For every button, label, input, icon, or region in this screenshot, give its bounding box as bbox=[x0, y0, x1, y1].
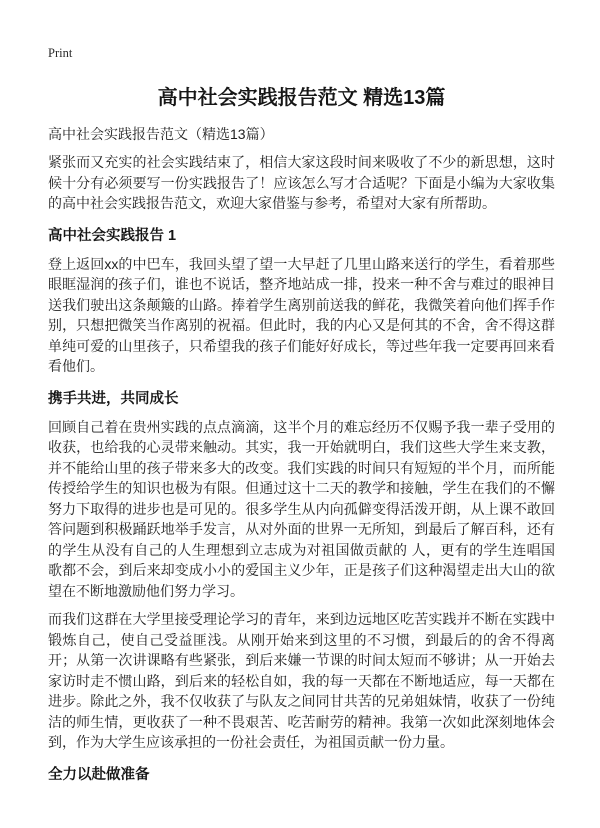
print-link[interactable]: Print bbox=[48, 46, 73, 60]
paragraph-college-youth: 而我们这群在大学里接受理论学习的青年，来到边远地区吃苦实践并不断在实践中锻炼自己，使自己受益匪浅。从刚开始来到这里的不习惯，到最后的的舍不得离开；从第一次讲课略有些紧张，到后来嫌一节课的时间太短而不够讲；从一开始去家访时走不惯山路，到后来的轻松自如，我的每一天都在不断地适应，每一天都在进步。除此之外，我不仅收获了与队友之间同甘共苦的兄弟姐妹情，收获了一份纯洁的师生情，更收获了一种不畏艰苦、吃苦耐劳的精神。我第一次如此深刻地体会到，作为大学生应该承担的一份社会责任，为祖国贡献一份力量。 bbox=[48, 611, 555, 750]
page-title: 高中社会实践报告范文 精选13篇 bbox=[157, 87, 446, 109]
paragraph-bus-farewell: 登上返回xx的中巴车，我回头望了望一大早赶了几里山路来送行的学生，看着那些眼眶湿润的孩子们，谁也不说话，整齐地站成一排，投来一种不舍与难过的眼神目送我们驶出这条颠簸的山路。捧着学生离别前送我的鲜花，我微笑着向他们挥手作别，只想把微笑当作离别的祝福。但此时，我的内心又是何其的不舍，舍不得这群单纯可爱的山里孩子，只希望我的孩子们能好好成长，等过些年我一定要再回来看看他们。 bbox=[48, 255, 555, 374]
paragraph-guizhou-teaching: 回顾自己着在贵州实践的点点滴滴，这半个月的难忘经历不仅赐予我一辈子受用的收获，也给我的心灵带来触动。其实，我一开始就明白，我们这些大学生来支教，并不能给山里的孩子带来多大的改变。我们实践的时间只有短短的半个月，而所能传授给学生的知识也极为有限。但通过这十二天的教学和接触，学生在我们的不懈努力下取得的进步也是可见的。很多学生从内向孤僻变得活泼开朗，从上课不敢回答问题到积极踊跃地举手发言，从对外面的世界一无所知，到最后了解百科，还有的学生从没有自己的人生理想到立志成为对祖国做贡献的 人，更有的学生连唱国歌都不会，到后来却变成小小的爱国主义少年，正是孩子们这种渴望走出大山的欲望在不断地激励他们努力学习。 bbox=[48, 418, 555, 599]
intro-paragraph: 紧张而又充实的社会实践结束了，相信大家这段时间来吸收了不少的新思想，这时候十分有必须要写一份实践报告了！应该怎么写才合适呢？下面是小编为大家收集的高中社会实践报告范文，欢迎大家借鉴与参考，希望对大家有所帮助。 bbox=[48, 154, 555, 211]
section-heading-prepare: 全力以赴做准备 bbox=[48, 766, 150, 783]
document-subtitle: 高中社会实践报告范文（精选13篇） bbox=[48, 126, 274, 142]
section-heading-report-1: 高中社会实践报告 1 bbox=[48, 227, 177, 244]
section-heading-grow-together: 携手共进，共同成长 bbox=[48, 390, 179, 407]
